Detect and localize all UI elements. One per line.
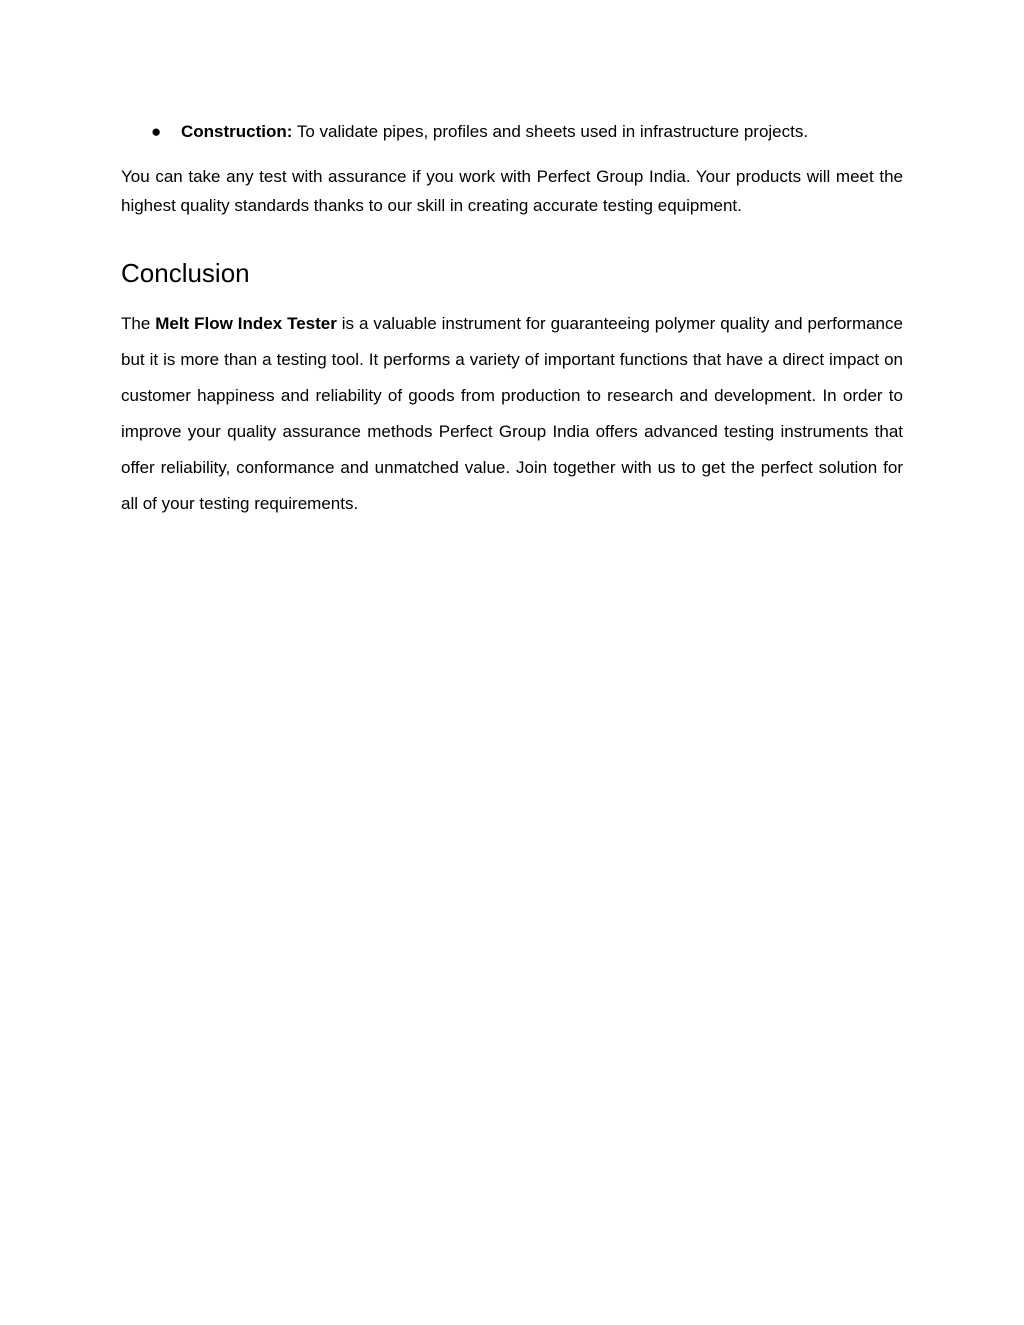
assurance-paragraph: You can take any test with assurance if you work with Perfect Group India. Your products will meet the highest quality standards thanks to our skill in creating accurate testing equipment.	[121, 167, 903, 215]
bullet-item-construction	[121, 118, 903, 146]
product-name: Melt Flow Index Tester	[155, 314, 337, 333]
conclusion-heading: Conclusion	[121, 258, 250, 288]
conclusion-text: is a valuable instrument for guaranteeing polymer quality and performance but it is more than a testing tool. It performs a variety of important functions that have a direct impact on customer happiness and reliability of goods from production to research and development. In order to improve your quality assurance methods Perfect Group India offers advanced testing instruments that offer reliability, conformance and unmatched value. Join together with us to get the perfect solution for all of your testing requirements.	[121, 314, 903, 513]
document-content	[121, 118, 903, 522]
bullet-bold-label: Construction:	[181, 122, 293, 141]
bullet-icon: ●	[151, 122, 162, 141]
conclusion-paragraph	[121, 306, 903, 522]
bullet-text: To validate pipes, profiles and sheets used in infrastructure projects.	[292, 122, 809, 141]
conclusion-intro: The	[121, 314, 156, 333]
